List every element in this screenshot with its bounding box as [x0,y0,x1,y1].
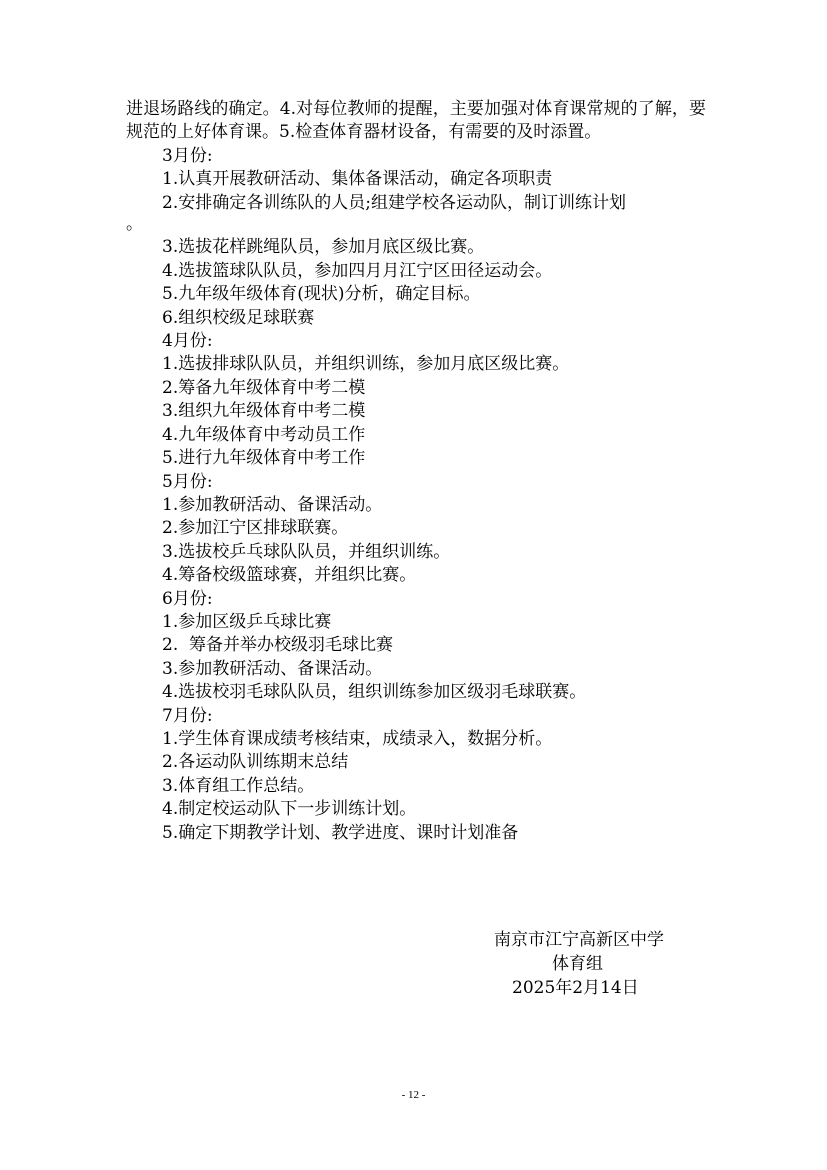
signature-school: 南京市江宁高新区中学 [494,930,664,950]
april-section [126,330,706,470]
list-item: 3.参加教研活动、备课活动。 [162,658,383,679]
list-item: 4.选拔校羽毛球队队员，组织训练参加区级羽毛球联赛。 [162,682,587,703]
list-item: 6.组织校级足球联赛 [162,307,315,328]
section-heading-june: 6月份: [162,588,213,609]
list-item: 5.进行九年级体育中考工作 [162,448,366,469]
list-item: 1.认真开展教研活动、集体备课活动，确定各项职责 [162,169,553,190]
opening-paragraph: 进退场路线的确定。4.对每位教师的提醒，主要加强对体育课常规的了解，要规范的上好体育课。5.检查体育器材设备，有需要的及时添置。 [126,99,706,143]
june-section [126,588,706,705]
july-section [126,705,706,845]
list-item: 3.选拔校乒乓球队队员，并组织训练。 [162,541,451,562]
march-section [126,145,706,330]
list-item: 4.制定校运动队下一步训练计划。 [162,799,417,820]
list-item: 1.参加区级乒乓球比赛 [162,611,332,632]
list-item: 4.筹备校级篮球赛，并组织比赛。 [162,565,417,586]
signature-block [480,928,700,1000]
list-item: 2.安排确定各训练队的人员;组建学校各运动队，制订训练计划 [162,192,626,213]
list-item: 2.各运动队训练期末总结 [162,752,349,773]
list-item: 3.组织九年级体育中考二模 [162,401,366,422]
document-body [126,98,706,845]
section-heading-april: 4月份: [162,331,213,352]
list-item: 3.体育组工作总结。 [162,775,315,796]
page-number: - 12 - [401,1089,426,1101]
list-item: 5.九年级年级体育(现状)分析，确定目标。 [162,284,481,305]
list-item: 4.选拔篮球队队员，参加四月月江宁区田径运动会。 [162,260,553,281]
section-heading-may: 5月份: [162,471,213,492]
signature-date: 2025年2月14日 [512,978,639,998]
list-item: 2.参加江宁区排球联赛。 [162,518,349,539]
list-item: 1.学生体育课成绩考核结束，成绩录入，数据分析。 [162,728,553,749]
list-item: 1.参加教研活动、备课活动。 [162,494,383,515]
list-item: 5.确定下期教学计划、教学进度、课时计划准备 [162,822,519,843]
signature-department: 体育组 [552,954,603,974]
list-item: 1.选拔排球队队员，并组织训练，参加月底区级比赛。 [162,354,570,375]
list-item: 3.选拔花样跳绳队员，参加月底区级比赛。 [162,237,485,258]
may-section [126,471,706,588]
section-heading-march: 3月份: [162,145,213,166]
list-item-continuation: 。 [126,214,143,235]
list-item: 2.筹备九年级体育中考二模 [162,377,366,398]
list-item: 2. 筹备并举办校级羽毛球比赛 [162,635,394,656]
section-heading-july: 7月份: [162,705,213,726]
list-item: 4.九年级体育中考动员工作 [162,424,366,445]
